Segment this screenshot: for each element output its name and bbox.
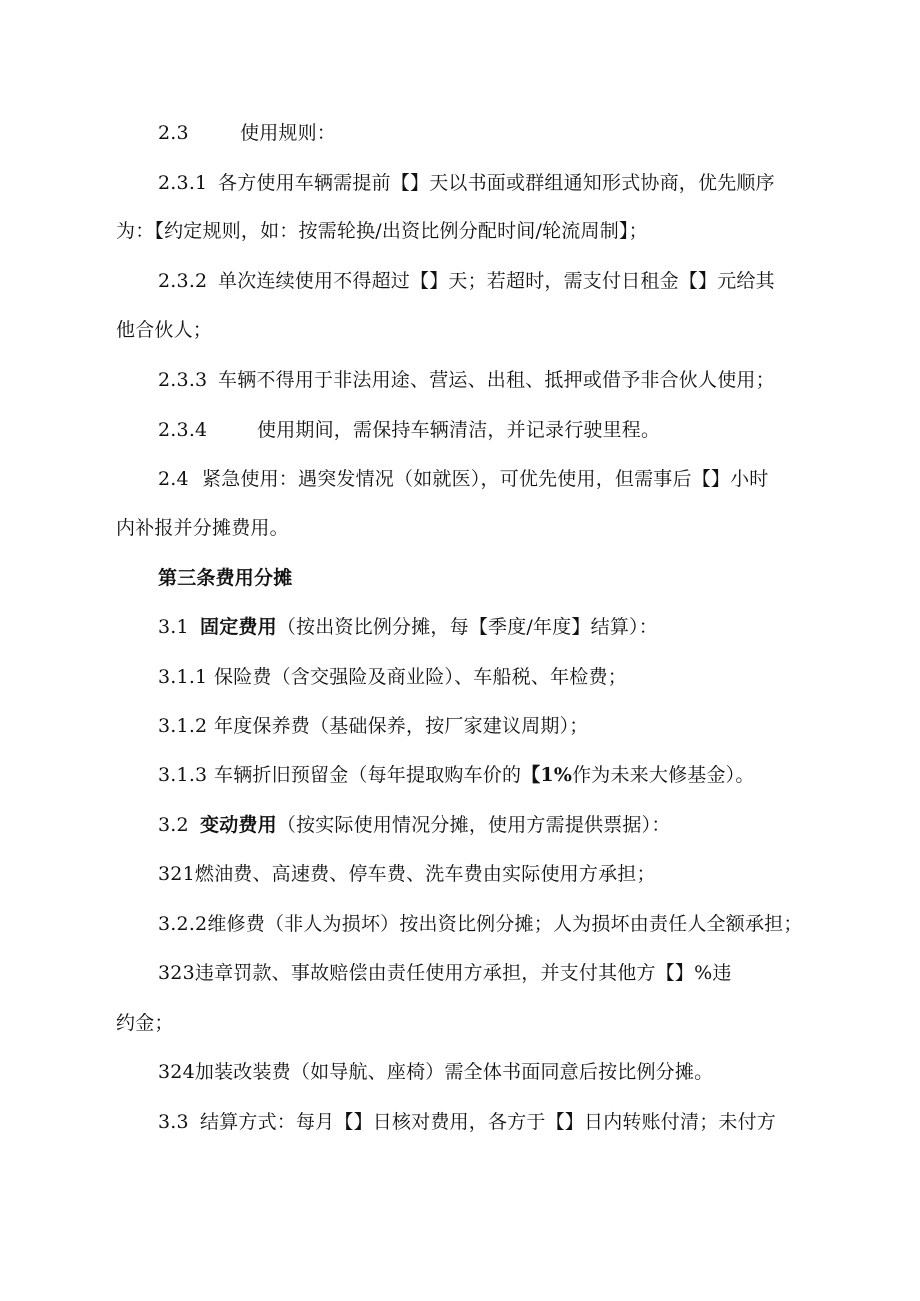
clause-2-3-3 [158,367,775,393]
clause-text: 为：【约定规则，如：按需轮换/出资比例分配时间/轮流周制】； [116,220,648,242]
clause-number: 2.3.3 [158,369,208,391]
clause-text: 他合伙人； [116,319,213,341]
clause-3-2-3 [158,960,732,986]
clause-number: 3.3 [158,1111,189,1133]
clause-text: 使用期间，需保持车辆清洁，并记录行驶里程。 [257,419,661,441]
clause-text: 约金； [116,1012,174,1034]
clause-text: 323违章罚款、事故赔偿由责任使用方承担，并支付其他方【】%违 [158,962,732,984]
clause-number: 3.1.2 [158,715,208,737]
clause-3-1-1 [158,664,627,690]
clause-number: 3.1 [158,616,189,638]
clause-3-2-4 [158,1059,713,1085]
clause-term: 变动费用 [200,814,277,836]
clause-2-3-1-continued [116,218,648,244]
clause-number: 3.1.3 [158,764,208,786]
clause-term: 固定费用 [200,616,277,638]
clause-3-2-3-continued [116,1010,174,1036]
clause-text: 车辆不得用于非法用途、营运、出租、抵押或借予非合伙人使用； [218,369,775,391]
clause-2-3-2 [158,268,775,294]
clause-text: 车辆折旧预留金（每年提取购车价的 [214,764,522,786]
section-title: 第三条费用分摊 [158,567,293,589]
clause-text: 作为未来大修基金）。 [572,764,755,786]
clause-text: 各方使用车辆需提前【】天以书面或群组通知形式协商，优先顺序 [218,172,775,194]
clause-2-4 [158,466,769,492]
clause-2-4-continued [116,515,289,541]
clause-3-1-3 [158,762,755,788]
clause-text: 使用规则： [240,122,337,144]
clause-text: （按实际使用情况分摊，使用方需提供票据）： [276,814,671,836]
clause-text: 3.2.2维修费（非人为损坏）按出资比例分摊；人为损坏由责任人全额承担； [158,913,803,935]
clause-text: 保险费（含交强险及商业险）、车船税、年检费； [214,666,627,688]
clause-text: 324加装改装费（如导航、座椅）需全体书面同意后按比例分摊。 [158,1061,714,1083]
clause-text: 结算方式：每月【】日核对费用，各方于【】日内转账付清；未付方 [200,1111,777,1133]
clause-2-3-4 [158,417,660,443]
clause-2-3-2-continued [116,317,212,343]
clause-3-2-1 [158,861,656,887]
clause-3-3 [158,1109,776,1135]
clause-3-1-2 [158,713,589,739]
clause-number: 3.1.1 [158,666,208,688]
clause-text: 紧急使用：遇突发情况（如就医），可优先使用，但需事后【】小时 [202,468,769,490]
clause-percentage: 【1% [521,764,573,786]
clause-number: 2.3.1 [158,172,208,194]
clause-3-2 [158,812,671,838]
clause-number: 2.3.2 [158,270,208,292]
clause-text: 321燃油费、高速费、停车费、洗车费由实际使用方承担； [158,863,656,885]
clause-number: 2.4 [158,468,189,490]
clause-number: 2.3 [158,122,189,144]
clause-text: （按出资比例分摊，每【季度/年度】结算）： [276,616,658,638]
clause-text: 内补报并分摊费用。 [116,517,289,539]
clause-3-2-2 [158,911,803,937]
clause-number: 3.2 [158,814,189,836]
clause-text: 年度保养费（基础保养，按厂家建议周期）； [214,715,589,737]
clause-3-1 [158,614,658,640]
clause-2-3-1 [158,170,775,196]
clause-text: 单次连续使用不得超过【】天；若超时，需支付日租金【】元给其 [218,270,775,292]
section-heading-article-3 [158,565,292,591]
clause-number: 2.3.4 [158,419,208,441]
clause-2-3 [158,120,336,146]
